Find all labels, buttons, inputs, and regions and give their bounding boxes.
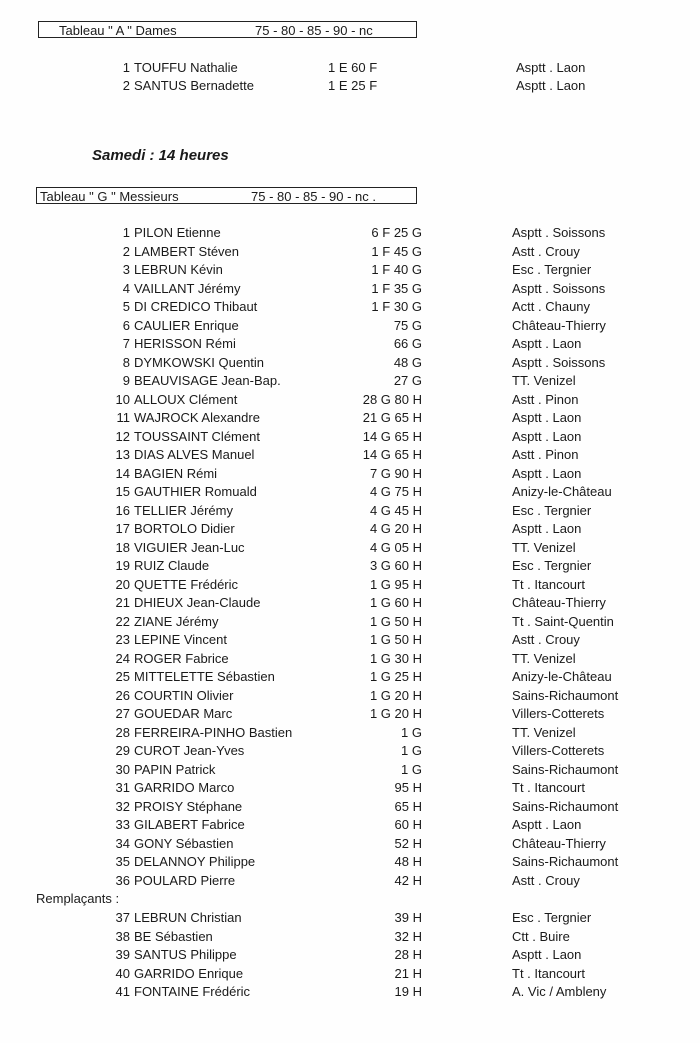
- rank: 16: [115, 502, 130, 518]
- ranking-points: 28 H: [394, 947, 422, 962]
- player-name: BORTOLO Didier: [134, 521, 235, 536]
- club-name: Asptt . Soissons: [512, 225, 606, 240]
- ranking-points: 48 H: [394, 854, 422, 869]
- ranking-points: 4 G 75 H: [369, 484, 422, 499]
- player-row: [0, 928, 700, 946]
- ranking-points: 4 G 45 H: [369, 502, 422, 518]
- ranking-points: 1 G 60 H: [369, 595, 422, 610]
- player-name: HERISSON Rémi: [134, 336, 236, 351]
- table-a-row: [0, 59, 700, 77]
- player-row: [0, 705, 700, 723]
- player-name: GONY Sébastien: [134, 835, 234, 851]
- ranking-points: 1 G 20 H: [369, 687, 422, 703]
- player-row: [0, 946, 700, 964]
- player-name: GILABERT Fabrice: [134, 817, 245, 832]
- club-name: Astt . Pinon: [512, 447, 579, 462]
- player-name: QUETTE Frédéric: [134, 576, 239, 592]
- player-name: SANTUS Philippe: [134, 947, 237, 962]
- club-name: Villers-Cotterets: [512, 706, 605, 721]
- ranking-points: 1 F 40 G: [371, 262, 422, 277]
- rank: 27: [115, 706, 130, 721]
- rank: 7: [122, 336, 130, 351]
- player-name: DHIEUX Jean-Claude: [134, 595, 261, 610]
- ranking-points: 65 H: [394, 798, 422, 814]
- table-a-categories: 75 - 80 - 85 - 90 - nc: [255, 23, 373, 38]
- club-name: Asptt . Laon: [512, 521, 582, 536]
- ranking-points: 48 G: [393, 354, 422, 370]
- ranking-points: 28 G 80 H: [362, 391, 422, 407]
- club-name: Asptt . Laon: [516, 78, 586, 93]
- ranking-points: 21 G 65 H: [362, 410, 422, 425]
- ranking-points: 1 G 25 H: [369, 669, 422, 684]
- ranking-points: 7 G 90 H: [369, 465, 422, 481]
- rank: 23: [115, 632, 130, 647]
- player-name: GOUEDAR Marc: [134, 706, 233, 721]
- player-name: TOUSSAINT Clément: [134, 428, 260, 444]
- player-row: [0, 853, 700, 871]
- ranking-points: 60 H: [394, 817, 422, 832]
- ranking-points: 4 G 05 H: [369, 539, 422, 555]
- club-name: Esc . Tergnier: [512, 262, 592, 277]
- player-name: LEBRUN Christian: [134, 910, 242, 925]
- player-name: VAILLANT Jérémy: [134, 280, 241, 296]
- rank: 26: [115, 687, 130, 703]
- club-name: Anizy-le-Château: [512, 669, 612, 684]
- rank: 30: [115, 761, 130, 777]
- rank: 1: [122, 60, 130, 75]
- rank: 21: [115, 595, 130, 610]
- ranking-points: 32 H: [394, 928, 422, 944]
- rank: 6: [122, 317, 130, 333]
- player-name: BEAUVISAGE Jean-Bap.: [134, 373, 281, 388]
- club-name: TT. Venizel: [512, 724, 576, 740]
- player-row: [0, 724, 700, 742]
- club-name: Asptt . Soissons: [512, 280, 606, 296]
- rank: 40: [115, 965, 130, 981]
- player-name: LEPINE Vincent: [134, 632, 227, 647]
- rank: 36: [115, 872, 130, 888]
- player-row: [0, 816, 700, 834]
- player-name: GARRIDO Enrique: [134, 965, 244, 981]
- club-name: Tt . Itancourt: [512, 780, 585, 795]
- player-name: CUROT Jean-Yves: [134, 743, 245, 758]
- rank: 39: [115, 947, 130, 962]
- player-row: [0, 372, 700, 390]
- ranking-points: 4 G 20 H: [369, 521, 422, 536]
- rank: 5: [122, 299, 130, 314]
- club-name: Sains-Richaumont: [512, 761, 619, 777]
- player-row: [0, 317, 700, 335]
- rank: 17: [115, 521, 130, 536]
- table-g-header: [36, 187, 417, 204]
- club-name: Astt . Crouy: [512, 872, 580, 888]
- rank: 9: [122, 373, 130, 388]
- player-row: [0, 465, 700, 483]
- club-name: Sains-Richaumont: [512, 687, 619, 703]
- player-row: [0, 687, 700, 705]
- rank: 13: [115, 447, 130, 462]
- player-row: [0, 650, 700, 668]
- player-name: DELANNOY Philippe: [134, 854, 256, 869]
- club-name: Sains-Richaumont: [512, 854, 619, 869]
- club-name: Château-Thierry: [512, 317, 606, 333]
- rank: 2: [122, 243, 130, 259]
- remplacants-label: Remplaçants :: [36, 891, 120, 906]
- rank: 18: [115, 539, 130, 555]
- ranking-points: 1 G 20 H: [369, 706, 422, 721]
- player-name: FERREIRA-PINHO Bastien: [134, 724, 293, 740]
- player-name: GAUTHIER Romuald: [134, 484, 257, 499]
- player-name: RUIZ Claude: [134, 558, 210, 573]
- club-name: Tt . Itancourt: [512, 576, 585, 592]
- club-name: Sains-Richaumont: [512, 798, 619, 814]
- player-row: [0, 668, 700, 686]
- player-row: [0, 483, 700, 501]
- player-name: DYMKOWSKI Quentin: [134, 354, 265, 370]
- player-row: [0, 391, 700, 409]
- player-row: [0, 965, 700, 983]
- player-name: LAMBERT Stéven: [134, 243, 240, 259]
- table-a-header: [38, 21, 417, 38]
- club-name: Château-Thierry: [512, 595, 606, 610]
- club-name: Asptt . Laon: [512, 947, 582, 962]
- ranking-points: 1 G 50 H: [369, 613, 422, 629]
- player-row: [0, 261, 700, 279]
- ranking-points: 21 H: [394, 965, 422, 981]
- player-name: DI CREDICO Thibaut: [134, 299, 258, 314]
- club-name: Astt . Pinon: [512, 391, 579, 407]
- player-row: [0, 243, 700, 261]
- club-name: Château-Thierry: [512, 835, 606, 851]
- rank: 28: [115, 724, 130, 740]
- player-row: [0, 428, 700, 446]
- player-name: DIAS ALVES Manuel: [134, 447, 255, 462]
- rank: 24: [115, 650, 130, 666]
- rank: 35: [115, 854, 130, 869]
- player-row: [0, 909, 700, 927]
- ranking-points: 42 H: [394, 872, 422, 888]
- player-name: BE Sébastien: [134, 928, 213, 944]
- ranking-points: 1 F 30 G: [371, 299, 422, 314]
- player-name: PILON Etienne: [134, 225, 221, 240]
- club-name: Esc . Tergnier: [512, 558, 592, 573]
- ranking-points: 14 G 65 H: [362, 447, 422, 462]
- club-name: Villers-Cotterets: [512, 743, 605, 758]
- club-name: Astt . Crouy: [512, 243, 580, 259]
- table-a-row: [0, 77, 700, 95]
- rank: 20: [115, 576, 130, 592]
- club-name: Asptt . Laon: [512, 817, 582, 832]
- player-row: [0, 298, 700, 316]
- player-name: PAPIN Patrick: [134, 761, 216, 777]
- player-row: [0, 354, 700, 372]
- player-row: [0, 742, 700, 760]
- ranking-points: 3 G 60 H: [369, 558, 422, 573]
- club-name: Esc . Tergnier: [512, 502, 592, 518]
- club-name: Tt . Saint-Quentin: [512, 613, 614, 629]
- club-name: Asptt . Laon: [512, 410, 582, 425]
- club-name: Asptt . Laon: [512, 336, 582, 351]
- club-name: Asptt . Soissons: [512, 354, 606, 370]
- player-row: [0, 224, 700, 242]
- player-name: CAULIER Enrique: [134, 317, 239, 333]
- player-row: [0, 446, 700, 464]
- ranking-points: 52 H: [394, 835, 422, 851]
- player-name: ZIANE Jérémy: [134, 613, 219, 629]
- player-name: SANTUS Bernadette: [134, 78, 254, 93]
- table-g-title: Tableau " G " Messieurs: [40, 189, 179, 204]
- club-name: Ctt . Buire: [512, 928, 570, 944]
- player-row: [0, 594, 700, 612]
- player-row: [0, 835, 700, 853]
- ranking-points: 1 G 50 H: [369, 632, 422, 647]
- ranking-points: 66 G: [393, 336, 422, 351]
- player-name: TELLIER Jérémy: [134, 502, 233, 518]
- club-name: Esc . Tergnier: [512, 910, 592, 925]
- club-name: Asptt . Laon: [512, 465, 582, 481]
- ranking-points: 1 G 30 H: [369, 650, 422, 666]
- ranking-points: 6 F 25 G: [371, 225, 422, 240]
- ranking-points: 1 E 60 F: [328, 60, 378, 75]
- ranking-points: 27 G: [393, 373, 422, 388]
- player-name: BAGIEN Rémi: [134, 465, 218, 481]
- rank: 14: [115, 465, 130, 481]
- rank: 19: [115, 558, 130, 573]
- club-name: Asptt . Laon: [516, 60, 586, 75]
- session-heading: Samedi : 14 heures: [92, 147, 229, 164]
- player-row: [0, 409, 700, 427]
- rank: 33: [115, 817, 130, 832]
- rank: 15: [115, 484, 130, 499]
- club-name: Actt . Chauny: [512, 299, 591, 314]
- rank: 31: [115, 780, 130, 795]
- player-name: GARRIDO Marco: [134, 780, 235, 795]
- player-row: [0, 576, 700, 594]
- player-row: [0, 502, 700, 520]
- table-a-title: Tableau " A " Dames: [59, 23, 177, 38]
- player-name: PROISY Stéphane: [134, 798, 243, 814]
- player-name: ROGER Fabrice: [134, 650, 229, 666]
- ranking-points: 1 E 25 F: [328, 78, 378, 93]
- ranking-points: 39 H: [394, 910, 422, 925]
- rank: 38: [115, 928, 130, 944]
- rank: 12: [115, 428, 130, 444]
- rank: 37: [115, 910, 130, 925]
- rank: 22: [115, 613, 130, 629]
- player-row: [0, 520, 700, 538]
- player-row: [0, 872, 700, 890]
- rank: 8: [122, 354, 130, 370]
- club-name: A. Vic / Ambleny: [512, 984, 607, 999]
- rank: 2: [122, 78, 130, 93]
- rank: 34: [115, 835, 130, 851]
- ranking-points: 95 H: [394, 780, 422, 795]
- player-name: FONTAINE Frédéric: [134, 984, 251, 999]
- player-row: [0, 539, 700, 557]
- rank: 25: [115, 669, 130, 684]
- ranking-points: 1 F 35 G: [371, 280, 422, 296]
- player-row: [0, 761, 700, 779]
- player-name: TOUFFU Nathalie: [134, 60, 238, 75]
- table-g-categories: 75 - 80 - 85 - 90 - nc .: [251, 189, 377, 204]
- rank: 10: [115, 391, 130, 407]
- club-name: Astt . Crouy: [512, 632, 580, 647]
- player-row: [0, 280, 700, 298]
- ranking-points: 1 G: [401, 761, 422, 777]
- player-row: [0, 613, 700, 631]
- player-row: [0, 557, 700, 575]
- ranking-points: 14 G 65 H: [362, 428, 422, 444]
- rank: 1: [122, 225, 130, 240]
- ranking-points: 1 G: [401, 724, 422, 740]
- player-name: VIGUIER Jean-Luc: [134, 539, 245, 555]
- player-row: [0, 335, 700, 353]
- player-row: [0, 798, 700, 816]
- ranking-points: 1 G: [401, 743, 422, 758]
- player-name: LEBRUN Kévin: [134, 262, 223, 277]
- club-name: TT. Venizel: [512, 650, 576, 666]
- club-name: TT. Venizel: [512, 373, 576, 388]
- player-name: MITTELETTE Sébastien: [134, 669, 275, 684]
- club-name: Asptt . Laon: [512, 428, 582, 444]
- ranking-points: 1 F 45 G: [371, 243, 422, 259]
- ranking-points: 1 G 95 H: [369, 576, 422, 592]
- player-name: COURTIN Olivier: [134, 687, 234, 703]
- rank: 32: [115, 798, 130, 814]
- rank: 29: [115, 743, 130, 758]
- player-name: ALLOUX Clément: [134, 391, 238, 407]
- rank: 41: [115, 984, 130, 999]
- rank: 3: [122, 262, 130, 277]
- ranking-points: 75 G: [393, 317, 422, 333]
- player-name: WAJROCK Alexandre: [134, 410, 260, 425]
- player-row: [0, 631, 700, 649]
- rank: 4: [122, 280, 130, 296]
- club-name: TT. Venizel: [512, 539, 576, 555]
- player-row: [0, 779, 700, 797]
- rank: 11: [116, 410, 130, 425]
- club-name: Anizy-le-Château: [512, 484, 612, 499]
- player-row: [0, 983, 700, 1001]
- player-name: POULARD Pierre: [134, 872, 236, 888]
- club-name: Tt . Itancourt: [512, 965, 585, 981]
- ranking-points: 19 H: [394, 984, 422, 999]
